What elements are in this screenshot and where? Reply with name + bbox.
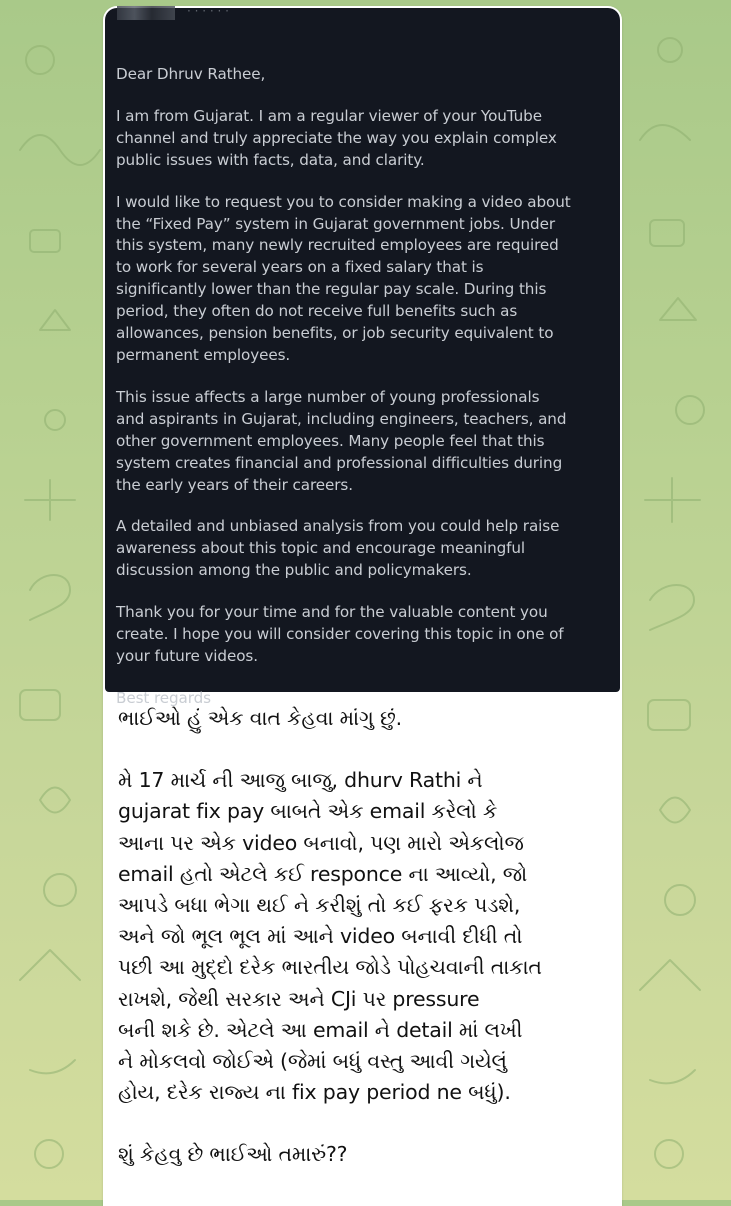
message-bubble[interactable]	[103, 6, 622, 1206]
screenshot-clipped-header	[105, 4, 620, 28]
letter-body	[116, 64, 612, 730]
letter-closing: Best regards	[116, 688, 211, 707]
blurred-avatar	[117, 6, 175, 20]
letter-paragraph: I am from Gujarat. I am a regular viewer of your YouTube channel and truly appreciate the way you explain complex public issues with facts, data, and clarity.	[116, 106, 557, 169]
caption-spacer	[118, 734, 613, 765]
letter-greeting: Dear Dhruv Rathee,	[116, 65, 266, 83]
letter-paragraph: This issue affects a large number of young professionals and aspirants in Gujarat, including engineers, teachers, and other government employees. Many people feel that this system creates financial and professional difficulties during the early years of their careers.	[116, 387, 567, 494]
letter-screenshot-image[interactable]	[105, 4, 620, 707]
caption-question: શું કેહવુ છે ભાઈઓ તમારું??	[118, 1142, 348, 1167]
caption-paragraph: મે 17 માર્ચ ની આજુ બાજુ, dhurv Rathi ને gujarat fix pay બાબતે એક email કરેલો કે આના પર એક video બનાવો, પણ મારો એકલોજ email હતો એટલે કઈ responce ના આવ્યો, જો આપડે બધા ભેગા થઈ ને કરીશું તો કઈ ફરક પડશે, અને જો ભૂલ ભૂલ માં આને video બનાવી દીધી તો પછી આ મુદ્દો દરેક ભારતીય જોડે પોહચવાની તાકાત રાખશે, જેથી સરકાર અને CJi પર pressure બની શકે છે. એટલે આ email ને detail માં લખી ને મોકલવો જોઈએ (જેમાં બધું વસ્તુ આવી ગયેલું હોય, દરેક રાજ્ય ના fix pay period ne બધું).	[118, 768, 542, 1105]
letter-paragraph: A detailed and unbiased analysis from you could help raise awareness about this topic and encourage meaningful discussion among the public and policymakers.	[116, 517, 560, 580]
clipped-header-text: · · · · · ·	[187, 4, 229, 18]
message-caption	[118, 703, 613, 1171]
letter-paragraph: I would like to request you to consider making a video about the “Fixed Pay” system in Gujarat government jobs. Under this system, many newly recruited employees are required to work for several years on a fixed salary that is significantly lower than the regular pay scale. During this period, they often do not receive full benefits such as allowances, pension benefits, or job security equivalent to permanent employees.	[116, 192, 571, 364]
letter-paragraph: Thank you for your time and for the valuable content you create. I hope you will consider covering this topic in one of your future videos.	[116, 603, 564, 665]
caption-line: ભાઈઓ હું એક વાત કેહવા માંગુ છું.	[118, 706, 402, 730]
caption-spacer	[118, 1108, 613, 1139]
